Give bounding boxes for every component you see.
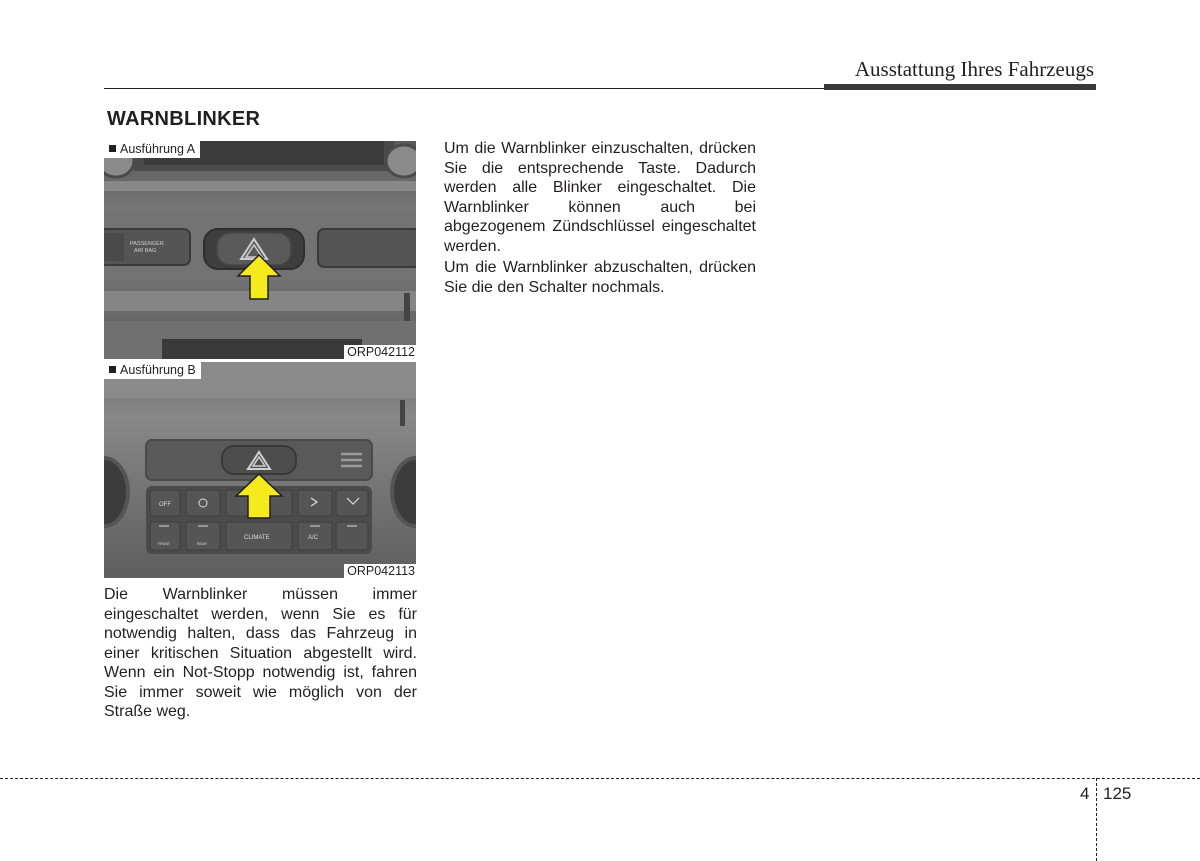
instructions-column bbox=[444, 139, 756, 299]
section-heading: WARNBLINKER bbox=[107, 108, 261, 130]
figure-label-b: Ausführung B bbox=[104, 362, 201, 379]
switch-on-paragraph: Um die Warnblinker einzuschalten, drücken Sie die entsprechende Taste. Dadurch werden alle Blinker eingeschaltet. Die Warnblinker können auch bei abgezogenem Zündschlüssel eingeschaltet werden. bbox=[444, 140, 756, 255]
footer-rule bbox=[0, 778, 1200, 779]
switch-off-paragraph: Um die Warnblinker abzuschalten, drücken Sie die den Schalter nochmals. bbox=[444, 259, 756, 296]
climate-button-label: CLIMATE bbox=[244, 535, 270, 541]
airbag-label-2: AIR BAG bbox=[134, 248, 157, 254]
figure-code-b: ORP042113 bbox=[344, 564, 416, 578]
figure-code-a: ORP042112 bbox=[344, 345, 416, 359]
header-rule-accent bbox=[824, 84, 1096, 90]
figure-label-a: Ausführung A bbox=[104, 141, 200, 158]
ac-button-label: A/C bbox=[308, 535, 319, 541]
header-rule bbox=[104, 88, 824, 89]
square-bullet-icon bbox=[109, 366, 116, 373]
front-defrost-label: FRONT bbox=[158, 542, 171, 546]
dashboard-photo-a bbox=[104, 141, 416, 359]
chapter-number: 4 bbox=[1080, 784, 1090, 803]
off-button-label: OFF bbox=[159, 502, 171, 508]
airbag-label-1: PASSENGER bbox=[130, 241, 164, 247]
dashboard-photo-b bbox=[104, 362, 416, 578]
square-bullet-icon bbox=[109, 145, 116, 152]
page-number: 125 bbox=[1103, 784, 1132, 803]
figure-variant-a bbox=[104, 141, 416, 359]
running-header: Ausstattung Ihres Fahrzeugs bbox=[854, 57, 1094, 81]
rear-defrost-label: REAR bbox=[197, 542, 207, 546]
figure-variant-b bbox=[104, 362, 416, 578]
footer-divider bbox=[1096, 778, 1097, 861]
warning-paragraph: Die Warnblinker müssen immer eingeschaltet werden, wenn Sie es für notwendig halten, dass das Fahrzeug in einer kritischen Situation abgestellt wird. Wenn ein Not-Stopp notwendig ist, fahren Sie immer soweit wie möglich von der Straße weg. bbox=[104, 586, 417, 720]
